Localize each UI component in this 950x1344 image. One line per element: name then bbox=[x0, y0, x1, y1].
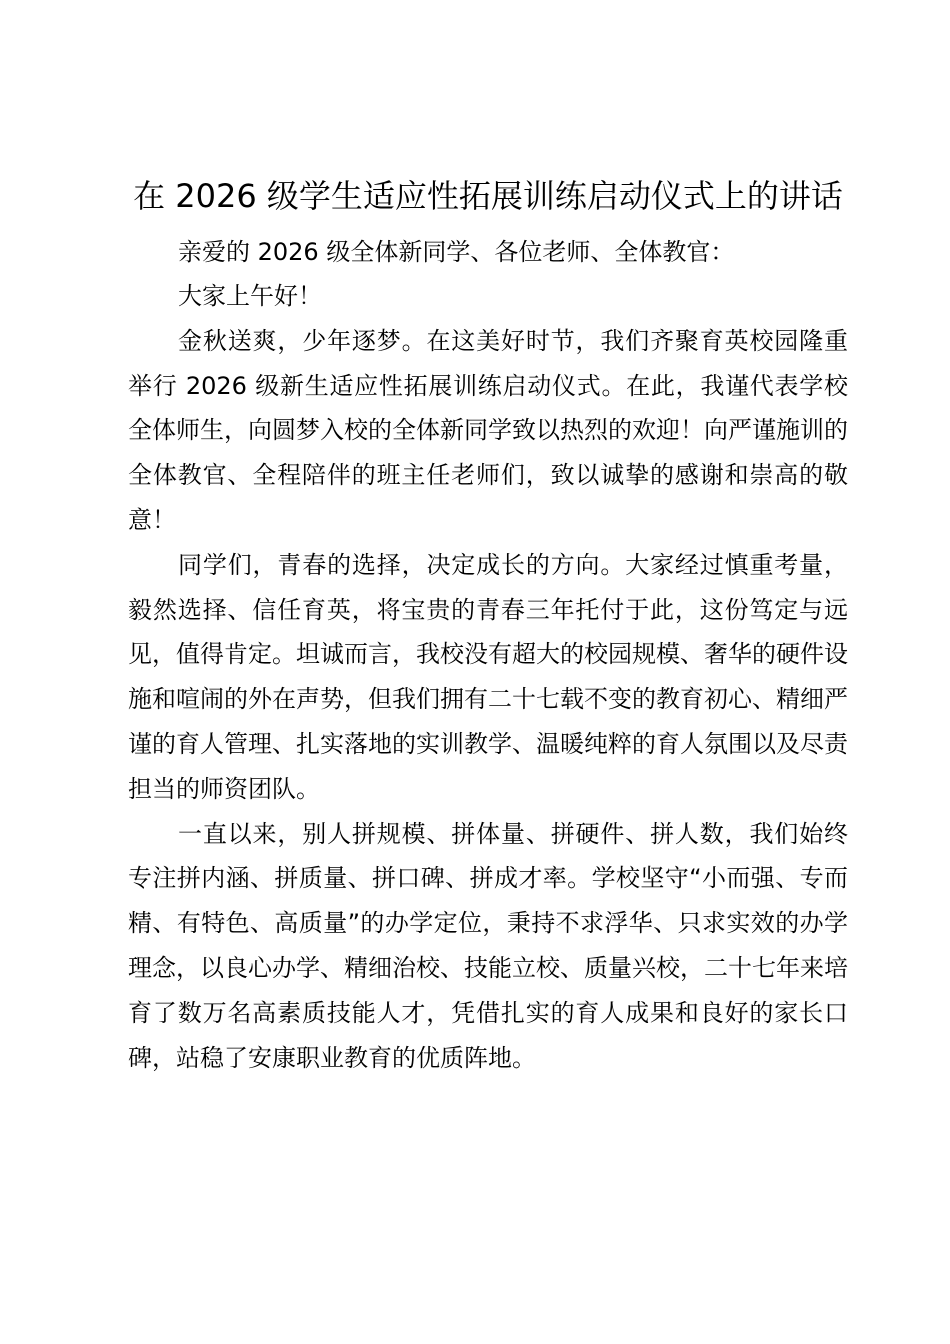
paragraph-1: 金秋送爽，少年逐梦。在这美好时节，我们齐聚育英校园隆重举行 2026 级新生适应性拓展训练启动仪式。在此，我谨代表学校全体师生，向圆梦入校的全体新同学致以热烈的欢迎！向严谨施训的全体教官、全程陪伴的班主任老师们，致以诚挚的感谢和崇高的敬意！ bbox=[128, 326, 848, 534]
paragraph-3: 一直以来，别人拼规模、拼体量、拼硬件、拼人数，我们始终专注拼内涵、拼质量、拼口碑、拼成才率。学校坚守“小而强、专而精、有特色、高质量”的办学定位，秉持不求浮华、只求实效的办学理念，以良心办学、精细治校、技能立校、质量兴校，二十七年来培育了数万名高素质技能人才，凭借扎实的育人成果和良好的家长口碑，站稳了安康职业教育的优质阵地。 bbox=[128, 819, 848, 1072]
document-title: 在 2026 级学生适应性拓展训练启动仪式上的讲话 bbox=[133, 177, 843, 215]
salutation: 亲爱的 2026 级全体新同学、各位老师、全体教官： bbox=[178, 238, 735, 266]
greeting: 大家上午好！ bbox=[178, 282, 322, 310]
paragraph-2: 同学们，青春的选择，决定成长的方向。大家经过慎重考量，毅然选择、信任育英，将宝贵的青春三年托付于此，这份笃定与远见，值得肯定。坦诚而言，我校没有超大的校园规模、奢华的硬件设施和喧闹的外在声势，但我们拥有二十七载不变的教育初心、精细严谨的育人管理、扎实落地的实训教学、温暖纯粹的育人氛围以及尽责担当的师资团队。 bbox=[128, 550, 848, 803]
document-page bbox=[128, 170, 848, 1080]
